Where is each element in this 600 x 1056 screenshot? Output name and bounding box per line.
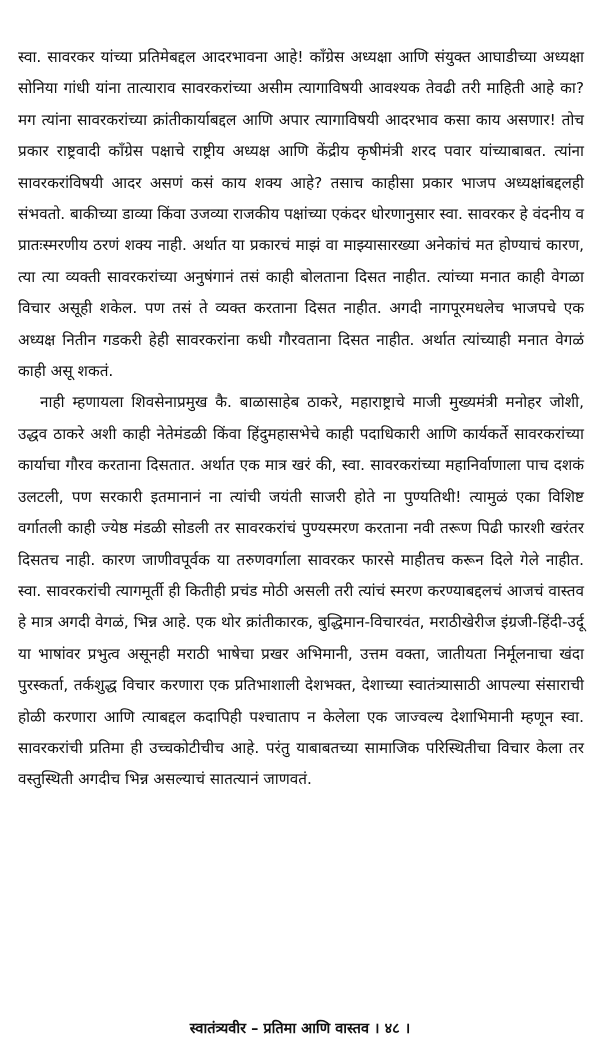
document-page [18, 42, 584, 1042]
paragraph-2: नाही म्हणायला शिवसेनाप्रमुख कै. बाळासाहेब ठाकरे, महाराष्ट्राचे माजी मुख्यमंत्री मनोहर जोशी, उद्धव ठाकरे अशी काही नेतेमंडळी किंवा हिंदुमहासभेचे काही पदाधिकारी आणि कार्यकर्ते सावरकरांच्या कार्याचा गौरव करताना दिसतात. अर्थात एक मात्र खरं की, स्वा. सावरकरांच्या महानिर्वाणाला पाच दशकं उलटली, पण सरकारी इतमानानं ना त्यांची जयंती साजरी होते ना पुण्यतिथी! त्यामुळं एका विशिष्ट वर्गातली काही ज्येष्ठ मंडळी सोडली तर सावरकरांचं पुण्यस्मरण करताना नवी तरूण पिढी फारशी खरंतर दिसतच नाही. कारण जाणीवपूर्वक या तरुणवर्गाला सावरकर फारसे माहीतच करून दिले गेले नाहीत. स्वा. सावरकरांची त्यागमूर्ती ही कितीही प्रचंड मोठी असली तरी त्यांचं स्मरण करण्याबद्दलचं आजचं वास्तव हे मात्र अगदी वेगळं, भिन्न आहे. एक थोर क्रांतीकारक, बुद्धिमान-विचारवंत, मराठीखेरीज इंग्रजी-हिंदी-उर्दू या भाषांवर प्रभुत्व असूनही मराठी भाषेचा प्रखर अभिमानी, उत्तम वक्ता, जातीयता निर्मूलनाचा खंदा पुरस्कर्ता, तर्कशुद्ध विचार करणारा एक प्रतिभाशाली देशभक्त, देशाच्या स्वातंत्र्यासाठी आपल्या संसाराची होळी करणारा आणि त्याबद्दल कदापिही पश्चाताप न केलेला एक जाज्वल्य देशाभिमानी म्हणून स्वा. सावरकरांची प्रतिमा ही उच्चकोटीचीच आहे. परंतु याबाबतच्या सामाजिक परिस्थितीचा विचार केला तर वस्तुस्थिती अगदीच भिन्न असल्याचं सातत्यानं जाणवतं. [18, 393, 584, 789]
paragraph-1: स्वा. सावरकर यांच्या प्रतिमेबद्दल आदरभावना आहे! काँग्रेस अध्यक्षा आणि संयुक्त आघाडीच्या अध्यक्षा सोनिया गांधी यांना तात्याराव सावरकरांच्या असीम त्यागाविषयी आवश्यक तेवढी तरी माहिती आहे का? मग त्यांना सावरकरांच्या क्रांतीकार्याबद्दल आणि अपार त्यागाविषयी आदरभाव कसा काय असणार! तोच प्रकार राष्ट्रवादी काँग्रेस पक्षाचे राष्ट्रीय अध्यक्ष आणि केंद्रीय कृषीमंत्री शरद पवार यांच्याबाबत. त्यांना सावरकरांविषयी आदर असणं कसं काय शक्य आहे? तसाच काहीसा प्रकार भाजप अध्यक्षांबद्दलही संभवतो. बाकीच्या डाव्या किंवा उजव्या राजकीय पक्षांच्या एकंदर धोरणानुसार स्वा. सावरकर हे वंदनीय व प्रातःस्मरणीय ठरणं शक्य नाही. अर्थात या प्रकारचं माझं वा माझ्यासारख्या अनेकांचं मत होण्याचं कारण, त्या त्या व्यक्ती सावरकरांच्या अनुषंगानं तसं काही बोलताना दिसत नाहीत. त्यांच्या मनात काही वेगळा विचार असूही शकेल. पण तसं ते व्यक्त करताना दिसत नाहीत. अगदी नागपूरमधलेच भाजपचे एक अध्यक्ष नितीन गडकरी हेही सावरकरांना कधी गौरवताना दिसत नाहीत. अर्थात त्यांच्याही मनात वेगळं काही असू शकतं. [18, 48, 584, 381]
page-footer: स्वातंत्र्यवीर – प्रतिमा आणि वास्तव । ४८ । [189, 1021, 411, 1037]
